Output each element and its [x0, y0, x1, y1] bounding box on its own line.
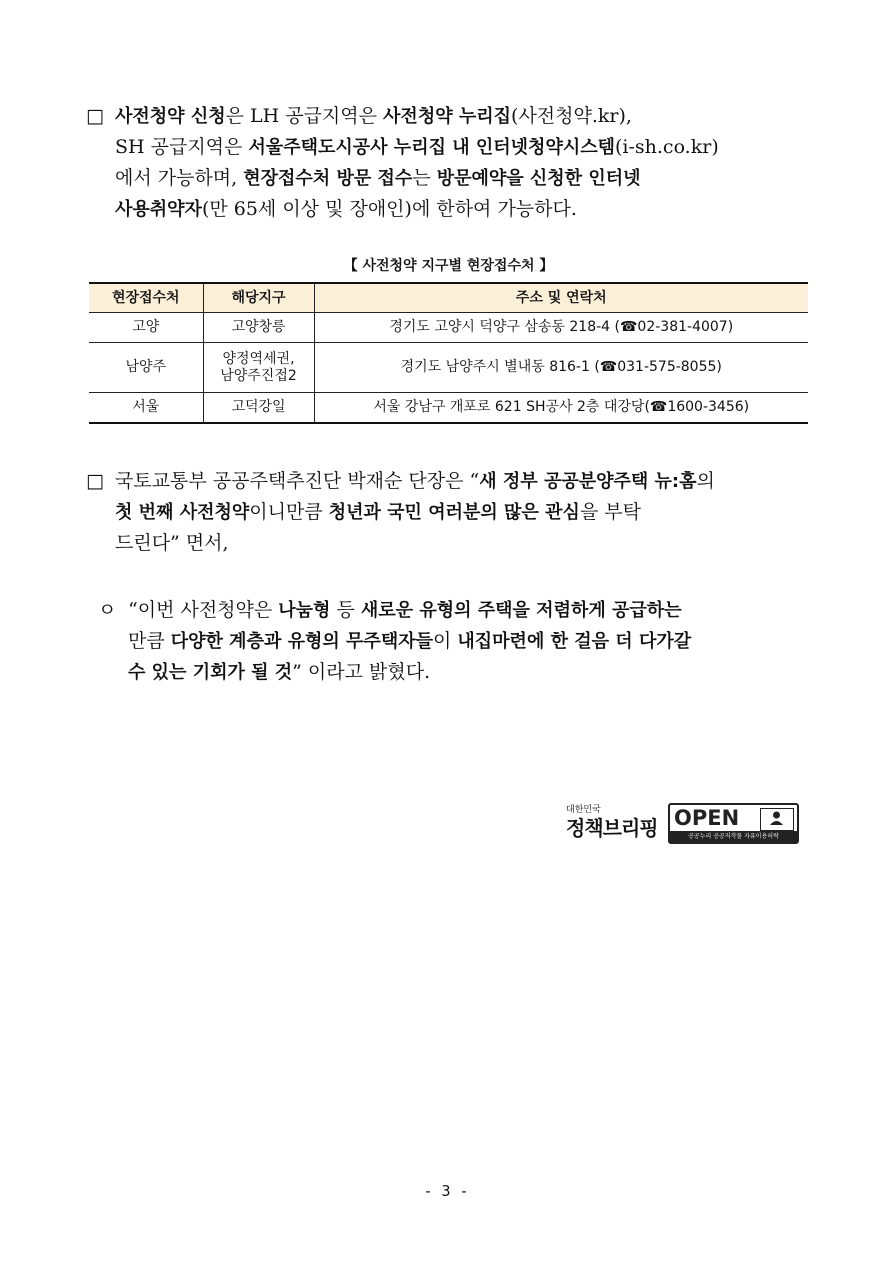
text-run: ” 이라고 밝혔다.	[292, 661, 431, 683]
para3-line2	[98, 626, 691, 657]
text-run: SH 공급지역은	[115, 136, 249, 158]
table-title: 【 사전청약 지구별 현장접수처 】	[343, 258, 554, 274]
district-line2: 남양주진접2	[220, 367, 297, 384]
bold-text-run: 다양한 계층과 유형의 무주택자들	[170, 631, 433, 652]
open-text: OPEN	[674, 806, 740, 830]
text-run: 국토교통부 공공주택추진단 박재순 단장은 “	[115, 470, 480, 492]
cell-district	[203, 343, 314, 393]
text-run: 만큼	[128, 630, 171, 652]
text-run: 는	[412, 167, 437, 189]
logo-small-text: 대한민국	[566, 805, 601, 815]
paragraph-quote-detail	[98, 595, 691, 688]
open-license-badge	[668, 803, 799, 844]
para2-line3	[86, 528, 715, 559]
text-run: 은 LH 공급지역은	[225, 105, 384, 127]
header-office: 현장접수처	[89, 283, 203, 313]
bold-text-run: 사용취약자	[115, 199, 202, 220]
para1-line4	[86, 194, 719, 225]
text-run: 이	[432, 630, 458, 652]
cell-office: 남양주	[89, 343, 203, 393]
table-header-row	[89, 283, 808, 313]
bold-text-run: 첫 번째 사전청약	[115, 502, 250, 523]
bold-text-run: 현장접수처 방문 접수	[243, 168, 413, 189]
table-row	[89, 393, 808, 424]
text-run: 드린다” 면서,	[115, 532, 229, 554]
para3-line3	[98, 657, 691, 688]
cell-address: 경기도 남양주시 별내동 816-1 (☎031-575-8055)	[314, 343, 808, 393]
para2-line2	[86, 497, 715, 528]
page-number: - 3 -	[423, 1182, 469, 1200]
text-run: 을 부탁	[579, 501, 641, 523]
bold-text-run: 수 있는 기회가 될 것	[128, 662, 293, 683]
bold-text-run: 방문예약을 신청한 인터넷	[436, 168, 641, 189]
cell-office: 서울	[89, 393, 203, 424]
para1-line2	[86, 132, 719, 163]
cell-district: 고덕강일	[203, 393, 314, 424]
cell-address: 경기도 고양시 덕양구 삼송동 218-4 (☎02-381-4007)	[314, 313, 808, 343]
para1-line1	[86, 101, 719, 132]
bold-text-run: 새로운 유형의 주택을 저렴하게 공급하는	[360, 600, 682, 621]
district-line1: 양정역세권,	[222, 350, 295, 367]
attribution-person-icon	[760, 808, 794, 831]
bold-text-run: 나눔형	[278, 600, 331, 621]
para3-line1	[98, 595, 691, 626]
paragraph-application-info	[86, 101, 719, 225]
circle-bullet: ㅇ	[98, 599, 117, 621]
bold-text-run: 내집마련에 한 걸음 더 다가갈	[457, 631, 692, 652]
text-run: 등	[330, 599, 361, 621]
text-run: “이번 사전청약은	[128, 599, 279, 621]
text-run: 의	[696, 470, 715, 492]
text-run: 이니만큼	[249, 501, 329, 523]
cell-district: 고양창릉	[203, 313, 314, 343]
paragraph-official-quote	[86, 466, 715, 559]
logo-big-text: 정책브리핑	[566, 816, 658, 840]
para2-line1	[86, 466, 715, 497]
table-row	[89, 343, 808, 393]
open-license-bar: 공공누리 공공저작물 자유이용허락	[670, 831, 797, 842]
policy-briefing-logo	[566, 805, 660, 845]
table-row	[89, 313, 808, 343]
bold-text-run: 새 정부 공공분양주택 뉴:홈	[479, 471, 697, 492]
header-district: 해당지구	[203, 283, 314, 313]
para1-line3	[86, 163, 719, 194]
text-run: 에서 가능하며,	[115, 167, 244, 189]
square-bullet: □	[86, 470, 104, 492]
square-bullet: □	[86, 105, 104, 127]
bold-text-run: 사전청약 신청	[115, 106, 226, 127]
bold-text-run: 서울주택도시공사 누리집 내 인터넷청약시스템	[248, 137, 615, 158]
header-address: 주소 및 연락처	[314, 283, 808, 313]
cell-office: 고양	[89, 313, 203, 343]
reception-office-table	[89, 282, 808, 424]
text-run: (사전청약.kr),	[511, 105, 632, 127]
bold-text-run: 사전청약 누리집	[383, 106, 512, 127]
cell-address: 서울 강남구 개포로 621 SH공사 2층 대강당(☎1600-3456)	[314, 393, 808, 424]
text-run: (만 65세 이상 및 장애인)에 한하여 가능하다.	[201, 198, 577, 220]
bold-text-run: 청년과 국민 여러분의 많은 관심	[328, 502, 580, 523]
text-run: (i-sh.co.kr)	[615, 136, 719, 158]
